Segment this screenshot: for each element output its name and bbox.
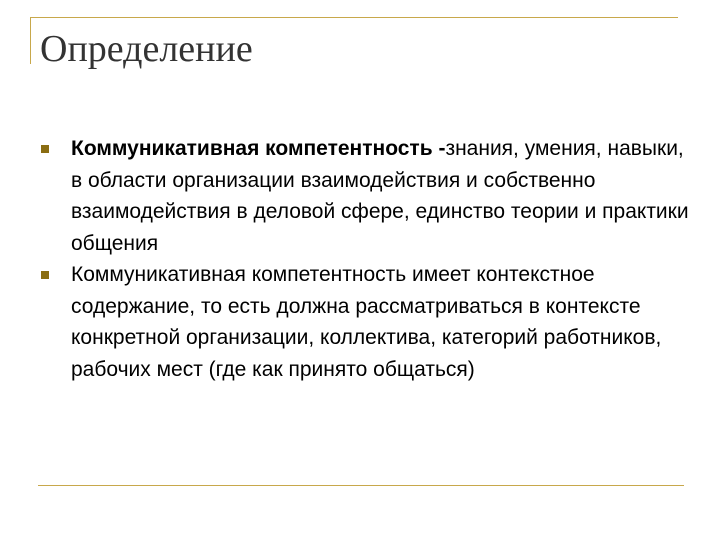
left-rule-line — [30, 17, 31, 64]
bullet-item-definition — [40, 133, 700, 259]
bullet-term: Коммуникативная компетентность - — [71, 137, 446, 160]
bullet-item-context — [40, 259, 700, 385]
square-bullet-icon — [41, 271, 49, 279]
bullet-list — [40, 133, 700, 385]
bottom-rule-line — [38, 485, 684, 486]
slide-title: Определение — [40, 28, 253, 70]
bullet-text: Коммуникативная компетентность имеет контекстное содержание, то есть должна рассматриваться в контексте конкретной организации, коллектива, категорий работников, рабочих мест (где как принято общаться) — [71, 263, 662, 381]
bullet-text: знания, умения, навыки, в области организации взаимодействия и собственно взаимодействия в деловой сфере, единство теории и практики общения — [71, 137, 689, 255]
square-bullet-icon — [41, 145, 49, 153]
top-rule-line — [30, 17, 678, 18]
